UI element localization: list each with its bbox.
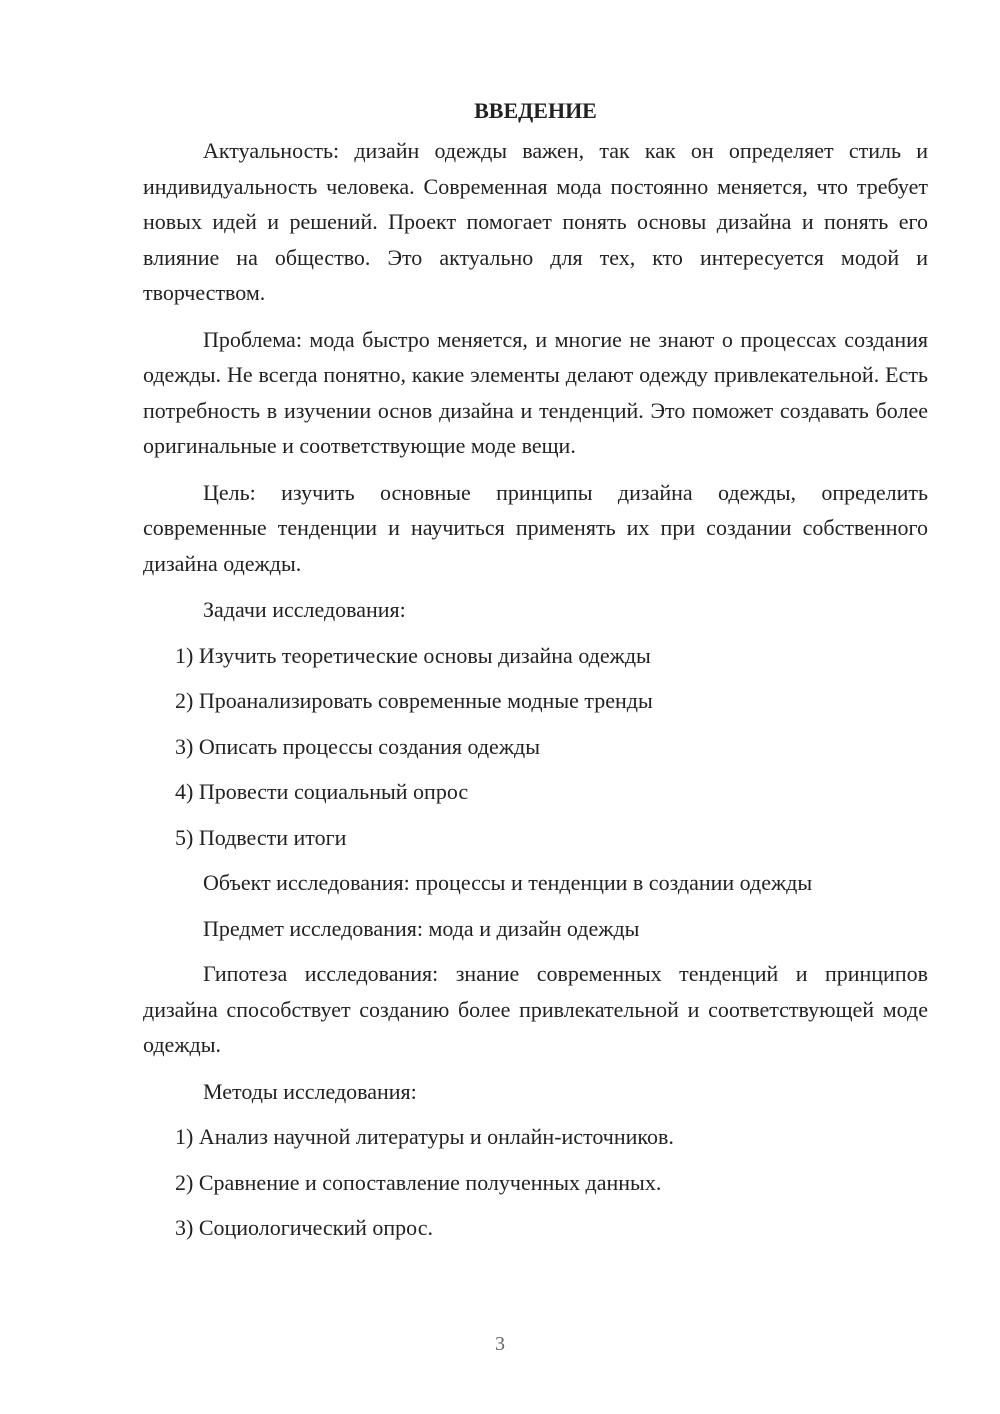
hypothesis-paragraph: Гипотеза исследования: знание современных тенденций и принципов дизайна способствует созданию более привлекательной и соответствующей моде одежды. (143, 961, 928, 1057)
list-item: 1) Анализ научной литературы и онлайн-источников. (175, 1124, 674, 1149)
methods-list (143, 1119, 928, 1246)
list-item: 3) Описать процессы создания одежды (175, 733, 540, 759)
page-number: 3 (495, 1333, 505, 1355)
list-item: 1) Изучить теоретические основы дизайна одежды (175, 642, 651, 668)
subject-paragraph: Предмет исследования: мода и дизайн одежды (203, 915, 640, 941)
page-title: ВВЕДЕНИЕ (474, 98, 597, 123)
problem-paragraph: Проблема: мода быстро меняется, и многие не знают о процессах создания одежды. Не всегда понятно, какие элементы делают одежду привлекательной. Есть потребность в изучении основ дизайна и тенденций. Это поможет создавать более оригинальные и соответствующие моде вещи. (143, 326, 928, 458)
goal-paragraph: Цель: изучить основные принципы дизайна одежды, определить современные тенденции и научиться применять их при создании собственного дизайна одежды. (143, 479, 928, 576)
list-item: 2) Сравнение и сопоставление полученных данных. (175, 1169, 662, 1195)
list-item: 5) Подвести итоги (175, 824, 347, 850)
list-item: 2) Проанализировать современные модные тренды (175, 688, 653, 713)
object-paragraph: Объект исследования: процессы и тенденции в создании одежды (203, 870, 813, 895)
list-item: 4) Провести социальный опрос (175, 779, 469, 804)
methods-heading: Методы исследования: (203, 1078, 417, 1104)
tasks-heading: Задачи исследования: (203, 597, 406, 622)
tasks-list (143, 638, 928, 856)
relevance-paragraph: Актуальность: дизайн одежды важен, так как он определяет стиль и индивидуальность человека. Современная мода постоянно меняется, что требует новых идей и решений. Проект помогает понять основы дизайна и понять его влияние на общество. Это актуально для тех, кто интересуется модой и творчеством. (143, 138, 928, 305)
list-item: 3) Социологический опрос. (175, 1215, 433, 1240)
